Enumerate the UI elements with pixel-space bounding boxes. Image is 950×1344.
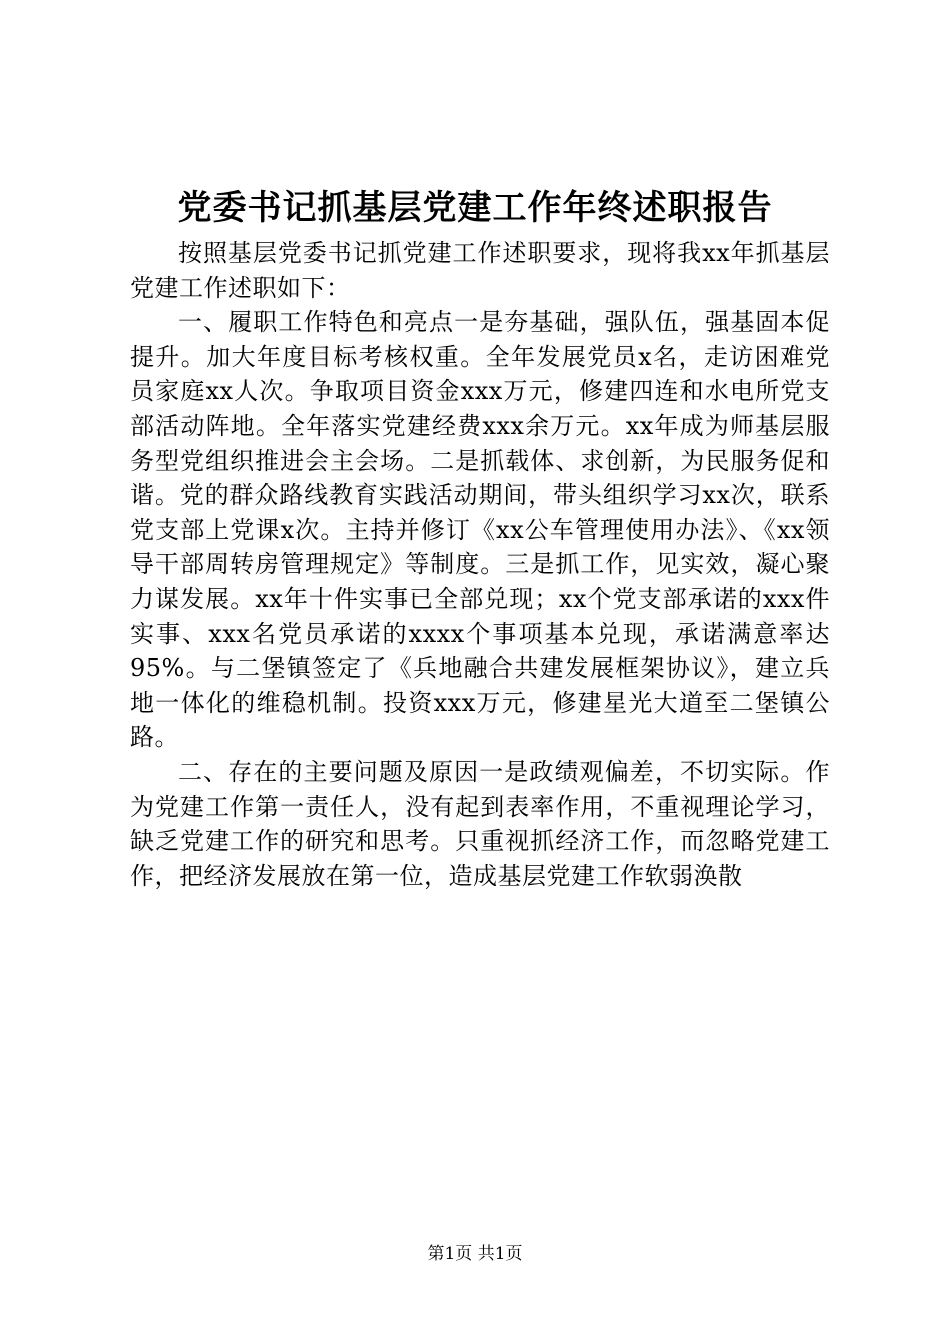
page-number-footer: 第1页 共1页: [427, 1244, 523, 1264]
document-title: 党委书记抓基层党建工作年终述职报告: [177, 188, 773, 228]
document-body: [130, 236, 830, 893]
paragraph-highlights: 一、履职工作特色和亮点一是夯基础，强队伍，强基固本促提升。加大年度目标考核权重。全年发展党员x名，走访困难党员家庭xx人次。争取项目资金xxx万元，修建四连和水电所党支部活动阵地。全年落实党建经费xxx余万元。xx年成为师基层服务型党组织推进会主会场。二是抓载体、求创新，为民服务促和谐。党的群众路线教育实践活动期间，带头组织学习xx次，联系党支部上党课x次。主持并修订《xx公车管理使用办法》、《xx领导干部周转房管理规定》等制度。三是抓工作，见实效，凝心聚力谋发展。xx年十件实事已全部兑现；xx个党支部承诺的xxx件实事、xxx名党员承诺的xxxx个事项基本兑现，承诺满意率达95%。与二堡镇签定了《兵地融合共建发展框架协议》，建立兵地一体化的维稳机制。投资xxx万元，修建星光大道至二堡镇公路。: [130, 308, 830, 752]
paragraph-problems: 二、存在的主要问题及原因一是政绩观偏差，不切实际。作为党建工作第一责任人，没有起到表率作用，不重视理论学习，缺乏党建工作的研究和思考。只重视抓经济工作，而忽略党建工作，把经济发展放在第一位，造成基层党建工作软弱涣散: [130, 757, 830, 890]
paragraph-intro: 按照基层党委书记抓党建工作述职要求，现将我xx年抓基层党建工作述职如下：: [130, 239, 830, 302]
